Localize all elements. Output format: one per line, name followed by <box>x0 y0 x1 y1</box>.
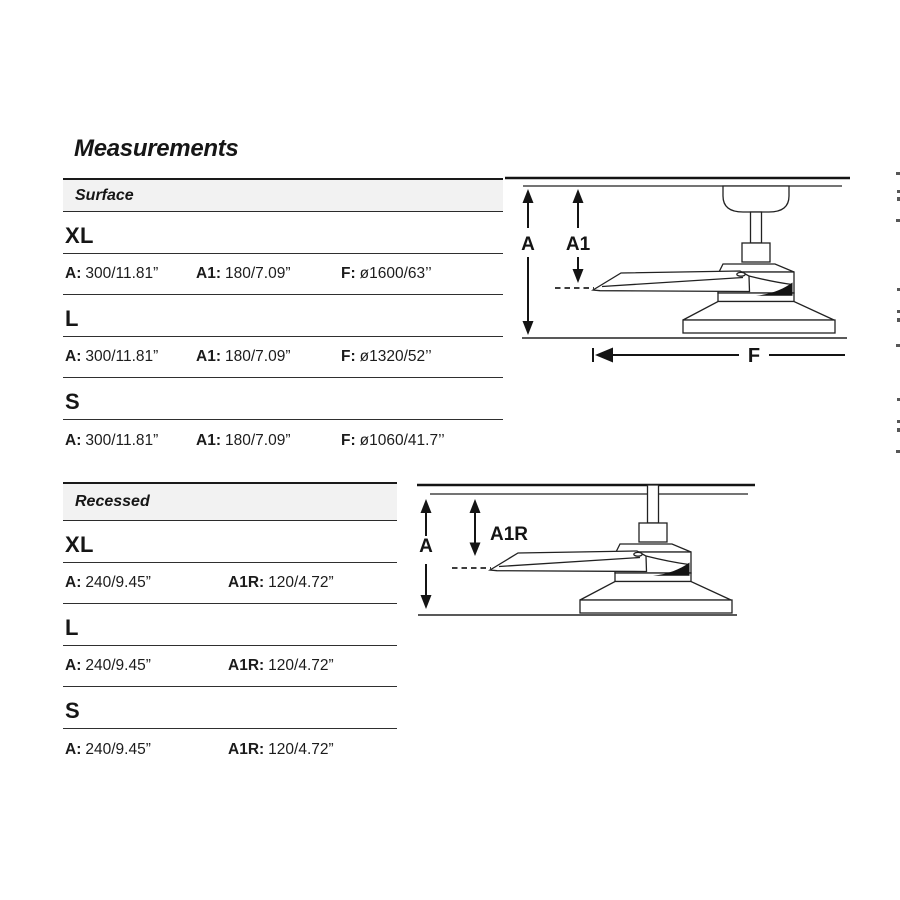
light-kit-base <box>683 320 835 333</box>
recessed-section-header <box>63 484 397 521</box>
dim-f: F: ø1600/63’’ <box>341 265 432 282</box>
surface-section-header <box>63 180 503 212</box>
surface-row-s-size <box>63 378 503 420</box>
dim-a1r: A1R: 120/4.72” <box>228 657 334 674</box>
dim-a1: A1: 180/7.09” <box>196 348 291 365</box>
dim-a: A: 300/11.81” <box>65 265 159 282</box>
dim-a: A: 240/9.45” <box>65 740 151 758</box>
size-label: S <box>65 698 80 723</box>
dim-a: A: 240/9.45” <box>65 574 151 591</box>
surface-row-l-specs <box>63 337 503 378</box>
dim-arrow-a <box>523 189 534 335</box>
dim-arrow-f <box>593 348 845 363</box>
recessed-row-l-size <box>63 604 397 646</box>
recessed-row-xl-specs <box>63 563 397 604</box>
dim-a1r: A1R: 120/4.72” <box>228 740 334 758</box>
recessed-row-xl-size <box>63 521 397 563</box>
size-label: L <box>65 306 79 331</box>
fan-body <box>555 243 835 333</box>
surface-row-xl-size <box>63 212 503 254</box>
fan-blade <box>593 271 750 292</box>
recessed-row-s-size <box>63 687 397 729</box>
recessed-table <box>63 482 397 770</box>
dim-f: F: ø1060/41.7’’ <box>341 431 445 449</box>
recessed-row-s-specs <box>63 729 397 770</box>
dim-a: A: 240/9.45” <box>65 657 151 674</box>
surface-row-l-size <box>63 295 503 337</box>
downrod <box>751 212 762 243</box>
size-label: L <box>65 615 79 640</box>
dim-label-a: A <box>521 234 535 255</box>
dim-a1: A1: 180/7.09” <box>196 431 291 449</box>
surface-section-label: Surface <box>75 186 134 204</box>
page-title: Measurements <box>74 135 239 162</box>
surface-mounting-diagram <box>505 170 850 372</box>
dim-a1r: A1R: 120/4.72” <box>228 574 334 591</box>
canopy-dome <box>723 186 789 212</box>
recessed-section-label: Recessed <box>75 493 150 510</box>
dim-a1: A1: 180/7.09” <box>196 265 291 282</box>
size-label: XL <box>65 532 94 557</box>
size-label: S <box>65 389 80 414</box>
dim-arrow-a1r <box>470 499 481 556</box>
dim-a: A: 300/11.81” <box>65 348 159 365</box>
dim-a: A: 300/11.81” <box>65 431 159 449</box>
surface-row-xl-specs <box>63 254 503 295</box>
surface-table <box>63 178 503 461</box>
recessed-row-l-specs <box>63 646 397 687</box>
recessed-downrod <box>648 485 659 523</box>
dim-f: F: ø1320/52’’ <box>341 348 432 365</box>
dim-label-a: A <box>419 536 433 557</box>
light-kit-flare <box>683 302 834 321</box>
dim-label-f: F <box>747 345 761 367</box>
recessed-mounting-diagram <box>410 476 755 624</box>
rod-coupler <box>742 243 770 262</box>
dim-label-a1r: A1R <box>490 524 529 545</box>
surface-row-s-specs <box>63 420 503 461</box>
size-label: XL <box>65 223 94 248</box>
dim-label-a1: A1 <box>565 234 591 255</box>
